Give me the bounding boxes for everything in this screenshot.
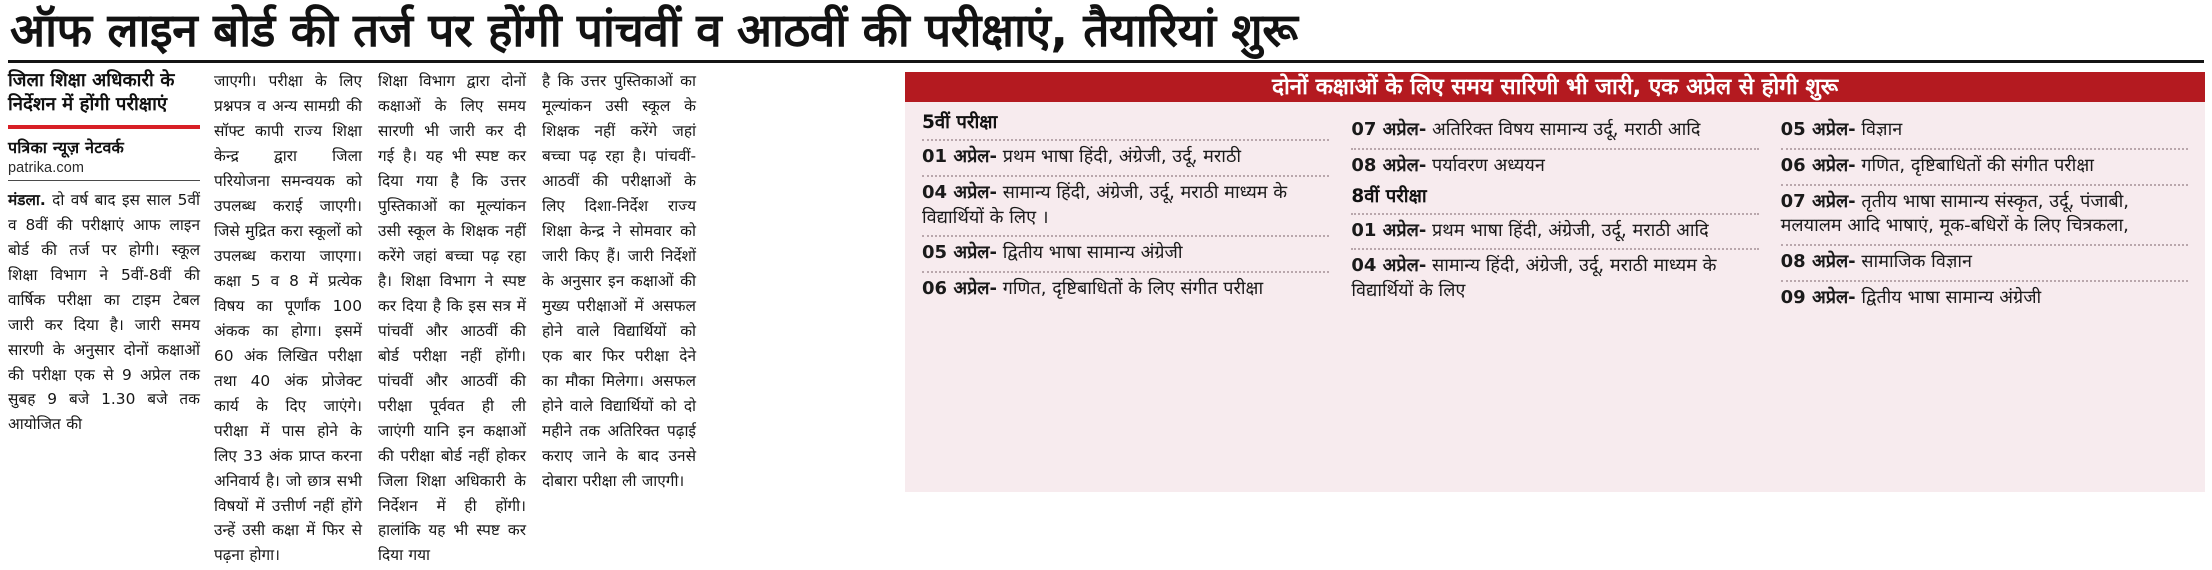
schedule-entry-list-3 bbox=[1781, 110, 2188, 316]
schedule-entry-subject: प्रथम भाषा हिंदी, अंग्रेजी, उर्दू, मराठी आदि bbox=[1426, 219, 1709, 241]
schedule-entry-subject: गणित, दृष्टिबाधितों की संगीत परीक्षा bbox=[1855, 154, 2094, 176]
section-heading-class8: 8वीं परीक्षा bbox=[1351, 185, 1427, 207]
page-headline: ऑफ लाइन बोर्ड की तर्ज पर होंगी पांचवीं व आठवीं की परीक्षाएं, तैयारियां शुरू bbox=[10, 3, 1298, 57]
schedule-column-3 bbox=[1770, 110, 2199, 316]
schedule-entry-date: 05 अप्रेल- bbox=[922, 242, 997, 264]
schedule-entry-subject: गणित, दृष्टिबाधितों के लिए संगीत परीक्षा bbox=[996, 278, 1264, 300]
headline-rule bbox=[8, 60, 2204, 63]
schedule-entry-date: 07 अप्रेल- bbox=[1780, 190, 1856, 212]
schedule-entry-subject: द्वितीय भाषा सामान्य अंग्रेजी bbox=[1855, 287, 2042, 309]
schedule-entry-list-1 bbox=[922, 141, 1329, 307]
schedule-entry-list-2-top bbox=[1351, 110, 1758, 184]
body-text-2: जाएगी। परीक्षा के लिए प्रश्नपत्र व अन्य सामग्री की सॉफ्ट कापी राज्य शिक्षा केन्द्र द्वारा जिला परियोजना समन्वयक को उपलब्ध कराई जाएगी। जिसे मुद्रित करा स्कूलों को उपलब्ध कराया जाएगा। कक्षा 5 व 8 में प्रत्येक विषय का पूर्णांक 100 अंकक का होगा। इसमें 60 अंक लिखित परीक्षा तथा 40 अंक प्रोजेक्ट कार्य के दिए जाएंगे। परीक्षा में पास होने के लिए 33 अंक प्राप्त करना अनिवार्य है। जो छात्र सभी विषयों में उत्तीर्ण नहीं होंगे उन्हें उसी कक्षा में फिर से पढ़ना होगा। bbox=[214, 72, 362, 565]
schedule-entry-date: 07 अप्रेल- bbox=[1351, 119, 1427, 140]
body-text-1: दो वर्ष बाद इस साल 5वीं व 8वीं की परीक्षाएं आफ लाइन बोर्ड की तर्ज पर होगी। स्कूल शिक्षा विभाग ने 5वीं-8वीं की वार्षिक परीक्षा का टाइम टेबल जारी कर दिया है। जारी समय सारणी के अनुसार दोनों कक्षाओं की परीक्षा एक से 9 अप्रेल तक सुबह 9 बजे 1.30 बजे तक आयोजित की bbox=[8, 190, 200, 434]
section-heading-class5: 5वीं परीक्षा bbox=[922, 112, 998, 133]
schedule-entry-subject: पर्यावरण अध्ययन bbox=[1426, 154, 1545, 176]
schedule-entry bbox=[922, 177, 1329, 236]
body-text-4: है कि उत्तर पुस्तिकाओं का मूल्यांकन उसी स्कूल के शिक्षक नहीं करेंगे जहां बच्चा पढ़ रहा है। पांचवीं-आठवीं की परीक्षाओं के लिए दिशा-निर्देश राज्य शिक्षा केन्द्र ने सोमवार को जारी किए हैं। जारी निर्देशों के अनुसार इन कक्षाओं की मुख्य परीक्षाओं में असफल होने वाले विद्यार्थियों को एक बार फिर परीक्षा देने का मौका मिलेगा। असफल होने वाले विद्यार्थियों को दो महीने तक अतिरिक्त पढ़ाई कराए जाने के बाद उनसे दोबारा परीक्षा ली जाएगी। bbox=[542, 72, 696, 490]
schedule-entry bbox=[922, 273, 1329, 307]
schedule-columns bbox=[905, 102, 2205, 316]
schedule-entry bbox=[1781, 186, 2188, 245]
schedule-entry-subject: सामाजिक विज्ञान bbox=[1855, 251, 1973, 273]
schedule-banner: दोनों कक्षाओं के लिए समय सारिणी भी जारी, एक अप्रेल से होगी शुरू bbox=[905, 72, 2205, 102]
schedule-entry bbox=[1351, 114, 1758, 148]
schedule-entry-subject: द्वितीय भाषा सामान्य अंग्रेजी bbox=[996, 242, 1183, 264]
schedule-entry-subject: विज्ञान bbox=[1855, 119, 1903, 140]
schedule-entry bbox=[922, 141, 1329, 175]
schedule-entry-date: 01 अप्रेल- bbox=[1351, 219, 1427, 241]
schedule-entry-date: 05 अप्रेल- bbox=[1780, 119, 1856, 140]
thin-divider bbox=[8, 180, 200, 181]
schedule-entry bbox=[1781, 282, 2188, 316]
schedule-entry bbox=[1781, 150, 2188, 184]
schedule-entry-date: 04 अप्रेल- bbox=[922, 181, 997, 203]
site-url: patrika.com bbox=[8, 159, 85, 176]
body-paragraph-1 bbox=[8, 188, 200, 438]
schedule-entry bbox=[1351, 215, 1758, 249]
schedule-entry-date: 08 अप्रेल- bbox=[1351, 154, 1427, 176]
body-column-3 bbox=[378, 69, 542, 568]
schedule-entry-date: 06 अप्रेल- bbox=[1780, 154, 1856, 176]
schedule-column-2 bbox=[1340, 110, 1769, 316]
sub-headline: जिला शिक्षा अधिकारी के निर्देशन में होंगी परीक्षाएं bbox=[8, 70, 175, 115]
schedule-entry bbox=[1351, 150, 1758, 184]
red-divider bbox=[8, 125, 200, 129]
schedule-entry bbox=[1781, 246, 2188, 280]
schedule-entry bbox=[1351, 250, 1758, 309]
schedule-entry-date: 09 अप्रेल- bbox=[1780, 287, 1856, 309]
body-column-4 bbox=[542, 69, 706, 568]
body-column-2 bbox=[214, 69, 378, 568]
schedule-entry bbox=[922, 237, 1329, 271]
left-column bbox=[8, 69, 214, 437]
dateline: मंडला. bbox=[8, 190, 46, 209]
schedule-entry-date: 01 अप्रेल- bbox=[922, 145, 997, 167]
schedule-entry-subject: अतिरिक्त विषय सामान्य उर्दू, मराठी आदि bbox=[1426, 119, 1701, 140]
exam-schedule-panel bbox=[905, 72, 2205, 492]
schedule-entry bbox=[1781, 114, 2188, 148]
schedule-entry-date: 06 अप्रेल- bbox=[922, 278, 997, 300]
schedule-entry-date: 04 अप्रेल- bbox=[1351, 255, 1427, 277]
schedule-entry-subject: प्रथम भाषा हिंदी, अंग्रेजी, उर्दू, मराठी bbox=[996, 145, 1242, 167]
schedule-entry-list-2 bbox=[1351, 215, 1758, 309]
schedule-column-1 bbox=[911, 110, 1340, 316]
body-columns bbox=[214, 69, 904, 568]
schedule-entry-subject: तृतीय भाषा सामान्य संस्कृत, उर्दू, पंजाबी, मलयालम आदि भाषाएं, मूक-बधिरों के लिए चित्रकला, bbox=[1780, 190, 2130, 237]
body-text-3: शिक्षा विभाग द्वारा दोनों कक्षाओं के लिए समय सारणी भी जारी कर दी गई है। यह भी स्पष्ट कर दिया गया है कि उत्तर पुस्तिकाओं का मूल्यांकन उसी स्कूल के शिक्षक नहीं करेंगे जहां बच्चा पढ़ रहा है। शिक्षा विभाग ने स्पष्ट कर दिया है कि इस सत्र में पांचवीं और आठवीं की बोर्ड परीक्षा नहीं होंगी। पांचवीं और आठवीं की परीक्षा पूर्ववत ही ली जाएंगी यानि इन कक्षाओं की परीक्षा बोर्ड नहीं होकर जिला शिक्षा अधिकारी के निर्देशन में ही होंगी। हालांकि यह भी स्पष्ट कर दिया गया bbox=[378, 72, 526, 565]
schedule-entry-subject: सामान्य हिंदी, अंग्रेजी, उर्दू, मराठी माध्यम के विद्यार्थियों के लिए । bbox=[922, 181, 1288, 228]
schedule-entry-subject: सामान्य हिंदी, अंग्रेजी, उर्दू, मराठी माध्यम के विद्यार्थियों के लिए bbox=[1351, 255, 1717, 302]
schedule-entry-date: 08 अप्रेल- bbox=[1780, 251, 1856, 273]
byline: पत्रिका न्यूज़ नेटवर्क bbox=[8, 137, 125, 157]
